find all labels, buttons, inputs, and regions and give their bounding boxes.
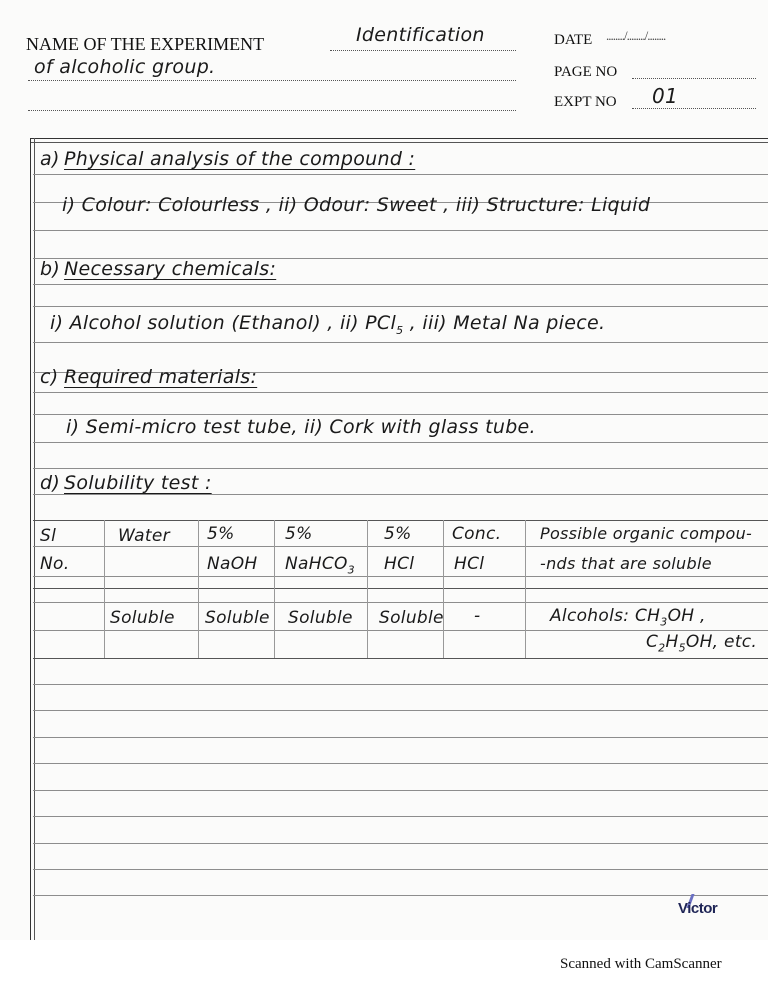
experiment-name-part-2: of alcoholic group. — [34, 56, 216, 78]
experiment-name-line-1 — [330, 50, 516, 51]
ruled-line — [33, 284, 768, 285]
cell-water: Soluble — [110, 608, 175, 628]
date-value: ......../......../........ — [606, 28, 666, 43]
ruled-line — [33, 895, 768, 896]
alcohols-text: Alcohols: CH — [550, 606, 661, 626]
section-b-content-main: i) Alcohol solution (Ethanol) , ii) PCl — [50, 312, 397, 334]
header-possible-compounds-line1: Possible organic compou- — [540, 524, 753, 543]
header-conc-hcl-line2: HCl — [454, 554, 485, 574]
column-divider — [274, 520, 275, 658]
cell-hcl-5: Soluble — [379, 608, 444, 628]
experiment-name-line-3 — [28, 110, 516, 111]
ethanol-rest: OH, etc. — [685, 632, 758, 652]
section-b-subscript: 5 — [396, 323, 404, 337]
ethanol-h: H — [665, 632, 679, 652]
scanner-watermark: Scanned with CamScanner — [560, 956, 722, 972]
ruled-line — [33, 392, 768, 393]
ethanol-c: C — [646, 632, 659, 652]
section-b-content — [50, 312, 605, 337]
section-b-content-rest: , iii) Metal Na piece. — [403, 312, 606, 334]
column-divider — [198, 520, 199, 658]
notebook-brand-logo: Victor — [678, 900, 718, 917]
subscript: 3 — [660, 615, 668, 629]
ruled-line — [33, 684, 768, 685]
header-naoh-line1: 5% — [207, 524, 235, 544]
header-conc-hcl-line1: Conc. — [452, 524, 502, 544]
table-header-divider — [33, 588, 768, 589]
column-divider — [367, 520, 368, 658]
ruled-line — [33, 710, 768, 711]
header-nahco3-line2 — [285, 554, 355, 576]
header-naoh-line2: NaOH — [207, 554, 258, 574]
methanol-rest: OH , — [667, 606, 706, 626]
experiment-name-part-1: Identification — [356, 24, 485, 46]
header-possible-compounds-line2: -nds that are soluble — [540, 554, 712, 573]
header-water: Water — [118, 526, 170, 546]
ruled-line — [33, 230, 768, 231]
section-a-heading: Physical analysis of the compound : — [64, 148, 416, 170]
section-b-heading: Necessary chemicals: — [64, 258, 277, 280]
column-divider — [443, 520, 444, 658]
ruled-line — [33, 763, 768, 764]
ruled-line — [33, 737, 768, 738]
header-nahco3-line1: 5% — [285, 524, 313, 544]
cell-possible-line2 — [646, 632, 757, 654]
expt-no-value: 01 — [652, 84, 679, 108]
section-d-marker: d) — [40, 472, 61, 494]
table-border-top — [33, 520, 768, 521]
cell-nahco3: Soluble — [288, 608, 353, 628]
cell-naoh: Soluble — [205, 608, 270, 628]
table-line — [33, 546, 768, 547]
section-a-content: i) Colour: Colourless , ii) Odour: Sweet , iii) Structure: Liquid — [62, 194, 651, 216]
cell-possible-line1 — [550, 606, 706, 628]
ruled-line — [33, 843, 768, 844]
section-d-heading: Solubility test : — [64, 472, 212, 494]
nahco3-subscript: 3 — [347, 563, 355, 577]
header-sl-no-line2: No. — [40, 554, 70, 574]
column-divider — [525, 520, 526, 658]
page-no-label: PAGE NO — [554, 64, 618, 80]
table-line — [33, 602, 768, 603]
page-no-field — [632, 78, 756, 79]
section-a-marker: a) — [40, 148, 60, 170]
ruled-line — [33, 342, 768, 343]
ruled-line — [33, 442, 768, 443]
experiment-name-line-2 — [28, 80, 516, 81]
table-line — [33, 576, 768, 577]
subscript: 2 — [658, 641, 666, 655]
table-border-bottom — [33, 658, 768, 659]
ruled-line — [33, 816, 768, 817]
subscript: 5 — [678, 641, 686, 655]
section-c-heading: Required materials: — [64, 366, 258, 388]
date-label: DATE — [554, 32, 593, 48]
experiment-label: NAME OF THE EXPERIMENT — [26, 34, 265, 54]
section-c-marker: c) — [40, 366, 59, 388]
ruled-line — [33, 414, 768, 415]
ruled-line — [33, 790, 768, 791]
expt-no-label: EXPT NO — [554, 94, 617, 110]
ruled-line — [33, 306, 768, 307]
ruled-line — [33, 174, 768, 175]
header-hcl-5-line2: HCl — [384, 554, 415, 574]
cell-conc-hcl: - — [474, 606, 481, 626]
nahco3-formula: NaHCO — [285, 554, 348, 574]
section-b-marker: b) — [40, 258, 61, 280]
expt-no-field — [632, 108, 756, 109]
table-line — [33, 630, 768, 631]
header-hcl-5-line1: 5% — [384, 524, 412, 544]
ruled-line — [33, 869, 768, 870]
header-sl-no-line1: Sl — [40, 526, 57, 546]
section-c-content: i) Semi-micro test tube, ii) Cork with glass tube. — [66, 416, 536, 438]
ruled-line — [33, 494, 768, 495]
ruled-line — [33, 468, 768, 469]
page-frame-top — [30, 138, 768, 143]
column-divider — [104, 520, 105, 658]
